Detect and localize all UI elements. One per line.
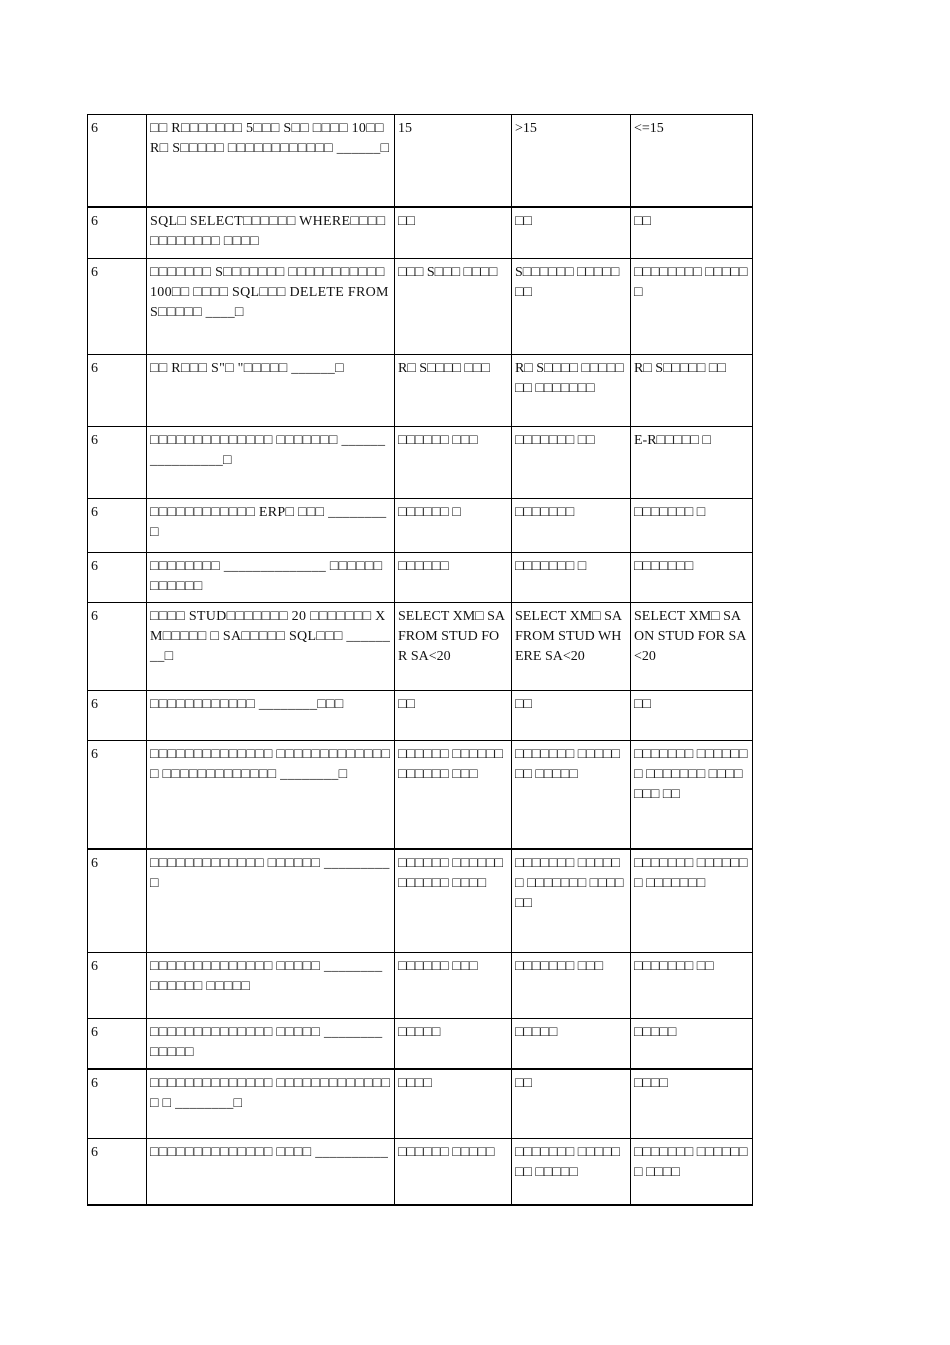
question-text-cell: □□□□□□□□□□□□ ________□□□ (147, 691, 395, 741)
option-a-cell: □□□□□□ □□□ (395, 953, 512, 1019)
option-b-cell: □□□□□□□ (512, 499, 631, 553)
option-a-cell: □□□□□□ □ (395, 499, 512, 553)
question-text-cell: □□ R□□□ S"□ "□□□□□ ______□ (147, 355, 395, 427)
option-c-cell: SELECT XM□ SA ON STUD FOR SA<20 (631, 603, 753, 691)
question-number-cell: 6 (88, 355, 147, 427)
question-text-cell: □□ R□□□□□□□ 5□□□ S□□ □□□□ 10□□ R□ S□□□□□ □□□□□□□□□□□□ ______□ (147, 115, 395, 207)
option-c-cell: □□□□□□□ (631, 553, 753, 603)
option-b-cell: □□□□□□□ □□□□□□ □□□□□□□ □□□□□□ (512, 849, 631, 953)
option-b-cell: □□□□□□□ □□□ (512, 953, 631, 1019)
option-b-cell: □□ (512, 207, 631, 259)
question-number-cell: 6 (88, 553, 147, 603)
option-b-cell: □□ (512, 1069, 631, 1139)
question-number-cell: 6 (88, 741, 147, 849)
option-a-cell: □□□ S□□□ □□□□ (395, 259, 512, 355)
question-text-cell: □□□□□□□□□□□□ ERP□ □□□ ________□ (147, 499, 395, 553)
option-c-cell: □□□□□□□ □□□□□□□ □□□□□□□ (631, 849, 753, 953)
question-table (87, 114, 753, 1206)
option-c-cell: □□ (631, 207, 753, 259)
question-text-cell: □□□□□□□□□□□□□□ □□□□□□□ ________________□ (147, 427, 395, 499)
question-number-cell: 6 (88, 603, 147, 691)
question-text-cell: □□□□□□□□□□□□□□ □□□□□ ________ □□□□□ (147, 1019, 395, 1069)
question-text-cell: □□□□□□□□□□□□□ □□□□□□ _________□ (147, 849, 395, 953)
question-text-cell: □□□□□□□□□□□□□□ □□□□ __________ (147, 1139, 395, 1205)
option-b-cell: □□ (512, 691, 631, 741)
option-a-cell: □□□□□□ □□□□□□ □□□□□□ □□□ (395, 741, 512, 849)
option-c-cell: R□ S□□□□□ □□ (631, 355, 753, 427)
option-b-cell: S□□□□□□ □□□□□□□ (512, 259, 631, 355)
table-row (88, 1019, 753, 1069)
question-text-cell: □□□□□□□□ ______________ □□□□□□□□□□□□ (147, 553, 395, 603)
question-number-cell: 6 (88, 207, 147, 259)
option-b-cell: □□□□□□□ □□□□□□□ □□□□□ (512, 741, 631, 849)
option-b-cell: >15 (512, 115, 631, 207)
table-row (88, 1069, 753, 1139)
option-c-cell: □□□□□□□□ □□□□□□ (631, 259, 753, 355)
option-b-cell: SELECT XM□ SA FROM STUD WHERE SA<20 (512, 603, 631, 691)
question-number-cell: 6 (88, 499, 147, 553)
option-a-cell: □□□□□□ □□□□□□ □□□□□□ □□□□ (395, 849, 512, 953)
option-c-cell: □□□□ (631, 1069, 753, 1139)
option-a-cell: 15 (395, 115, 512, 207)
table-row (88, 553, 753, 603)
question-number-cell: 6 (88, 953, 147, 1019)
option-a-cell: R□ S□□□□ □□□ (395, 355, 512, 427)
option-a-cell: SELECT XM□ SA FROM STUD FOR SA<20 (395, 603, 512, 691)
option-c-cell: E-R□□□□□ □ (631, 427, 753, 499)
question-number-cell: 6 (88, 427, 147, 499)
table-row (88, 499, 753, 553)
table-row (88, 603, 753, 691)
table-row (88, 1139, 753, 1205)
option-c-cell: □□□□□□□ □□□□□□□ □□□□ (631, 1139, 753, 1205)
table-row (88, 259, 753, 355)
option-b-cell: □□□□□□□ □ (512, 553, 631, 603)
table-row (88, 115, 753, 207)
option-a-cell: □□□□□□ (395, 553, 512, 603)
question-number-cell: 6 (88, 1069, 147, 1139)
option-a-cell: □□□□□□ □□□□□ (395, 1139, 512, 1205)
table-row (88, 355, 753, 427)
table-row (88, 427, 753, 499)
option-c-cell: □□ (631, 691, 753, 741)
question-text-cell: SQL□ SELECT□□□□□□ WHERE□□□□□□□□□□□□ □□□□ (147, 207, 395, 259)
question-text-cell: □□□□□□□□□□□□□□ □□□□□□□□□□□□□□ □ ________□ (147, 1069, 395, 1139)
option-c-cell: <=15 (631, 115, 753, 207)
question-number-cell: 6 (88, 115, 147, 207)
question-text-cell: □□□□□□□□□□□□□□ □□□□□□□□□□□□□□ □□□□□□□□□□□□□ ________□ (147, 741, 395, 849)
table-row (88, 207, 753, 259)
option-b-cell: □□□□□□□ □□ (512, 427, 631, 499)
question-number-cell: 6 (88, 691, 147, 741)
table-row (88, 741, 753, 849)
option-b-cell: □□□□□□□ □□□□□□□ □□□□□ (512, 1139, 631, 1205)
question-number-cell: 6 (88, 259, 147, 355)
question-text-cell: □□□□ STUD□□□□□□□ 20 □□□□□□□ XM□□□□□ □ SA□□□□□ SQL□□□ ________□ (147, 603, 395, 691)
question-text-cell: □□□□□□□□□□□□□□ □□□□□ ________□□□□□□ □□□□□ (147, 953, 395, 1019)
option-a-cell: □□□□□ (395, 1019, 512, 1069)
option-b-cell: □□□□□ (512, 1019, 631, 1069)
question-text-cell: □□□□□□□ S□□□□□□□ □□□□□□□□□□□ 100□□ □□□□ SQL□□□ DELETE FROM S□□□□□ ____□ (147, 259, 395, 355)
option-b-cell: R□ S□□□□ □□□□□□□ □□□□□□□ (512, 355, 631, 427)
option-c-cell: □□□□□□□ □□□□□□□ □□□□□□□ □□□□□□□ □□ (631, 741, 753, 849)
option-c-cell: □□□□□□□ □□ (631, 953, 753, 1019)
question-number-cell: 6 (88, 849, 147, 953)
option-c-cell: □□□□□□□ □ (631, 499, 753, 553)
table-row (88, 849, 753, 953)
question-number-cell: 6 (88, 1019, 147, 1069)
option-a-cell: □□ (395, 207, 512, 259)
table-row (88, 691, 753, 741)
option-a-cell: □□□□□□ □□□ (395, 427, 512, 499)
option-c-cell: □□□□□ (631, 1019, 753, 1069)
question-number-cell: 6 (88, 1139, 147, 1205)
option-a-cell: □□□□ (395, 1069, 512, 1139)
table-row (88, 953, 753, 1019)
question-table-body (88, 115, 753, 1205)
option-a-cell: □□ (395, 691, 512, 741)
